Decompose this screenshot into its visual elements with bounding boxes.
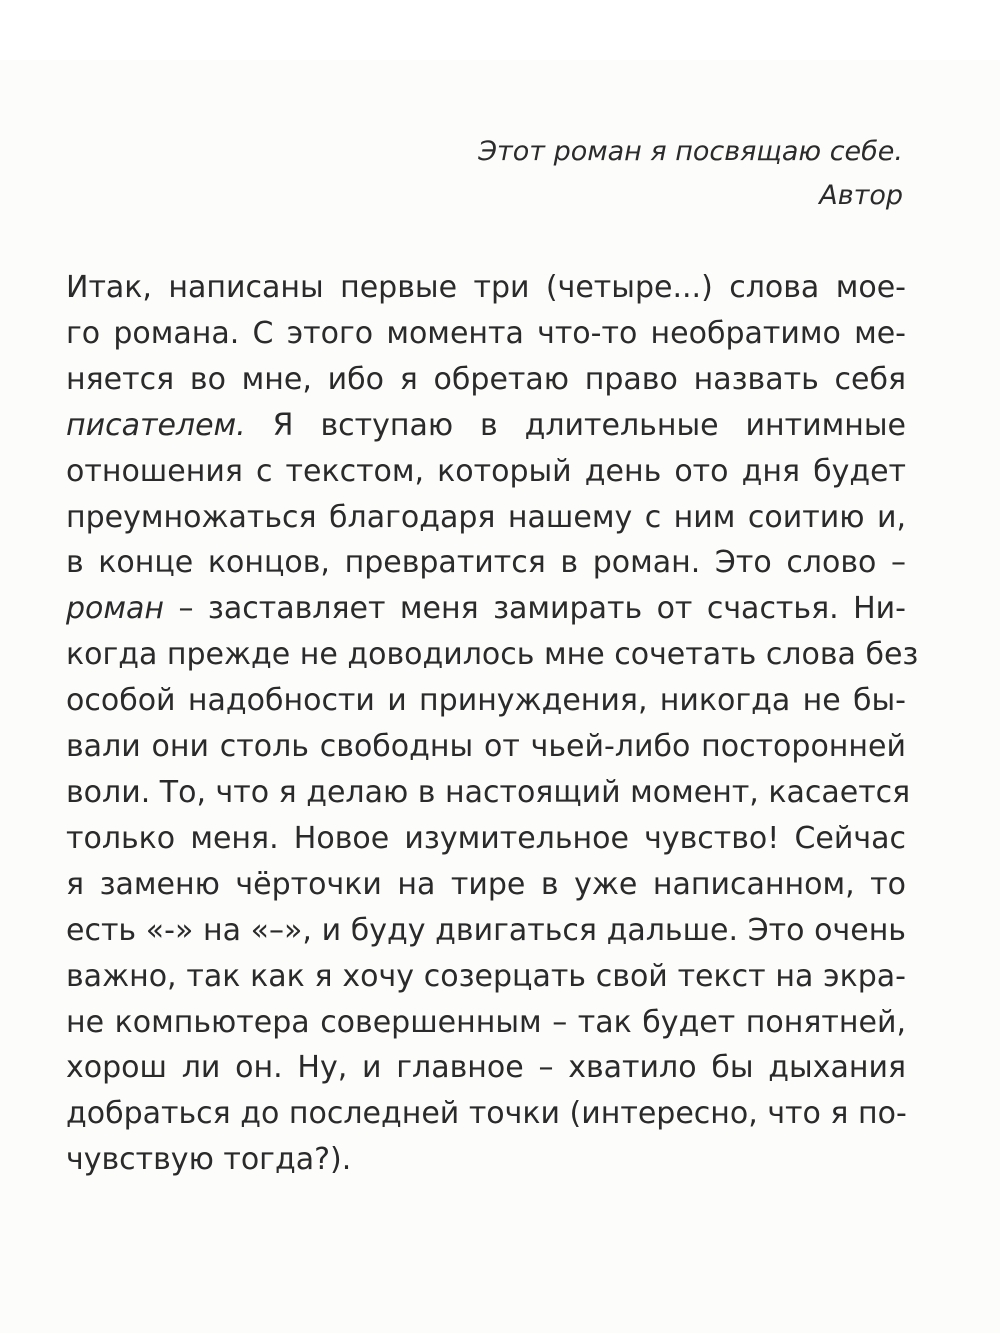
- body-paragraph: [66, 265, 919, 1183]
- text-line: не компьютера совершенным – так будет понятней,: [66, 1004, 906, 1040]
- text-line: няется во мне, ибо я обретаю право назвать себя: [66, 361, 906, 397]
- text-line: я заменю чёрточки на тире в уже написанном, то: [66, 866, 906, 902]
- text-line: только меня. Новое изумительное чувство! Сейчас: [66, 820, 906, 856]
- text-line: преумножаться благодаря нашему с ним соитию и,: [66, 499, 906, 535]
- text-line: отношения с текстом, который день ото дня будет: [66, 453, 906, 489]
- text-line: вали они столь свободны от чьей-либо посторонней: [66, 729, 906, 765]
- italic-word: роман: [66, 591, 165, 627]
- epigraph-dedication: Этот роман я посвящаю себе.: [478, 136, 903, 167]
- text-line: добраться до последней точки (интересно, что я по-: [66, 1096, 907, 1132]
- text-line: когда прежде не доводилось мне сочетать слова без: [66, 637, 919, 673]
- text-line-last: чувствую тогда?).: [66, 1142, 352, 1178]
- text-line: роман – заставляет меня замирать от счастья. Ни-: [66, 591, 906, 627]
- text-line: хорош ли он. Ну, и главное – хватило бы дыхания: [66, 1050, 906, 1086]
- text-line: го романа. С этого момента что-то необратимо ме-: [66, 315, 906, 351]
- text-line: в конце концов, превратится в роман. Это слово –: [66, 545, 906, 581]
- text-line: важно, так как я хочу созерцать свой текст на экра-: [66, 958, 906, 994]
- text-line: воли. То, что я делаю в настоящий момент, касается: [66, 774, 911, 810]
- text-line: есть «-» на «–», и буду двигаться дальше. Это очень: [66, 912, 906, 948]
- book-page: [0, 60, 1000, 1333]
- text-line: Итак, написаны первые три (четыре...) слова мое-: [66, 270, 906, 305]
- text-line: особой надобности и принуждения, никогда не бы-: [66, 683, 906, 719]
- epigraph-signature: Автор: [819, 180, 903, 211]
- epigraph: [478, 130, 903, 218]
- italic-word: писателем.: [66, 407, 246, 443]
- text-line: писателем. Я вступаю в длительные интимные: [66, 407, 906, 443]
